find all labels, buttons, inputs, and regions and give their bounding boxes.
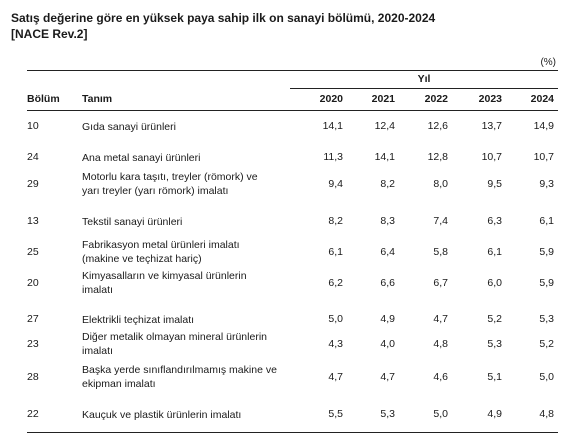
row-value-2021: 6,6 bbox=[380, 277, 395, 289]
row-value-2021: 8,3 bbox=[380, 215, 395, 227]
row-value-2020: 6,2 bbox=[328, 277, 343, 289]
row-description-line: Ana metal sanayi ürünleri bbox=[82, 152, 201, 164]
row-code: 20 bbox=[27, 277, 39, 289]
row-value-2024: 5,9 bbox=[539, 246, 554, 258]
table-title bbox=[11, 10, 435, 42]
row-value-2023: 10,7 bbox=[481, 151, 502, 163]
row-description-line: Tekstil sanayi ürünleri bbox=[82, 216, 183, 228]
row-code: 25 bbox=[27, 246, 39, 258]
row-value-2022: 5,0 bbox=[433, 408, 448, 420]
bottom-rule bbox=[27, 432, 558, 433]
row-code: 10 bbox=[27, 120, 39, 132]
row-value-2023: 5,3 bbox=[487, 338, 502, 350]
top-rule bbox=[27, 70, 558, 71]
column-header-year: 2024 bbox=[530, 93, 554, 105]
row-code: 27 bbox=[27, 313, 39, 325]
row-description-line: Elektrikli teçhizat imalatı bbox=[82, 314, 195, 326]
row-value-2022: 6,7 bbox=[433, 277, 448, 289]
row-value-2022: 12,8 bbox=[427, 151, 448, 163]
row-code: 13 bbox=[27, 215, 39, 227]
row-description-line: Başka yerde sınıflandırılmamış makine ve bbox=[82, 364, 277, 376]
year-group-header: Yıl bbox=[417, 73, 431, 85]
row-description-line: yarı treyler (yarı römork) imalatı bbox=[82, 185, 229, 197]
unit-label: (%) bbox=[540, 57, 556, 68]
row-value-2021: 4,7 bbox=[380, 371, 395, 383]
row-description bbox=[82, 363, 292, 391]
row-value-2020: 4,7 bbox=[328, 371, 343, 383]
row-description-line: ekipman imalatı bbox=[82, 378, 156, 390]
row-description-line: Kauçuk ve plastik ürünlerin imalatı bbox=[82, 409, 242, 421]
row-value-2023: 6,3 bbox=[487, 215, 502, 227]
row-code: 22 bbox=[27, 408, 39, 420]
row-description bbox=[82, 151, 292, 165]
row-value-2021: 4,0 bbox=[380, 338, 395, 350]
row-value-2024: 5,2 bbox=[539, 338, 554, 350]
row-value-2022: 4,8 bbox=[433, 338, 448, 350]
row-description bbox=[82, 215, 292, 229]
row-description bbox=[82, 120, 292, 134]
row-description-line: imalatı bbox=[82, 284, 113, 296]
column-header-year: 2021 bbox=[371, 93, 395, 105]
row-description-line: (makine ve teçhizat hariç) bbox=[82, 253, 202, 265]
row-code: 23 bbox=[27, 338, 39, 350]
row-value-2020: 5,0 bbox=[328, 313, 343, 325]
row-description-line: Fabrikasyon metal ürünleri imalatı bbox=[82, 239, 240, 251]
row-code: 28 bbox=[27, 371, 39, 383]
row-description-line: imalatı bbox=[82, 345, 113, 357]
row-value-2021: 6,4 bbox=[380, 246, 395, 258]
row-value-2023: 5,1 bbox=[487, 371, 502, 383]
row-description bbox=[82, 269, 292, 297]
year-rule bbox=[290, 88, 558, 89]
row-description-line: Diğer metalik olmayan mineral ürünlerin bbox=[82, 331, 267, 343]
row-value-2024: 9,3 bbox=[539, 178, 554, 190]
row-value-2024: 5,0 bbox=[539, 371, 554, 383]
row-value-2021: 12,4 bbox=[374, 120, 395, 132]
row-description bbox=[82, 313, 292, 327]
row-value-2022: 5,8 bbox=[433, 246, 448, 258]
row-description bbox=[82, 330, 292, 358]
row-value-2024: 4,8 bbox=[539, 408, 554, 420]
column-header-year: 2020 bbox=[319, 93, 343, 105]
row-value-2023: 5,2 bbox=[487, 313, 502, 325]
row-value-2021: 14,1 bbox=[374, 151, 395, 163]
column-header-desc: Tanım bbox=[82, 93, 113, 105]
row-description-line: Gıda sanayi ürünleri bbox=[82, 121, 176, 133]
header-rule bbox=[27, 110, 558, 111]
row-value-2023: 6,1 bbox=[487, 246, 502, 258]
row-value-2020: 4,3 bbox=[328, 338, 343, 350]
row-value-2020: 11,3 bbox=[323, 151, 343, 163]
row-description bbox=[82, 238, 292, 266]
row-value-2022: 12,6 bbox=[427, 120, 448, 132]
row-value-2021: 4,9 bbox=[380, 313, 395, 325]
row-description-line: Motorlu kara taşıtı, treyler (römork) ve bbox=[82, 171, 258, 183]
title-line-1: Satış değerine göre en yüksek paya sahip ilk on sanayi bölümü, 2020-2024 bbox=[11, 11, 436, 25]
row-value-2023: 9,5 bbox=[487, 178, 502, 190]
title-line-2: [NACE Rev.2] bbox=[11, 27, 88, 41]
row-value-2020: 8,2 bbox=[328, 215, 343, 227]
column-header-year: 2023 bbox=[478, 93, 502, 105]
row-value-2023: 6,0 bbox=[487, 277, 502, 289]
column-header-code: Bölüm bbox=[27, 93, 60, 105]
row-value-2021: 8,2 bbox=[380, 178, 395, 190]
row-value-2024: 10,7 bbox=[533, 151, 554, 163]
row-value-2024: 14,9 bbox=[533, 120, 554, 132]
row-description-line: Kimyasalların ve kimyasal ürünlerin bbox=[82, 270, 247, 282]
row-value-2023: 4,9 bbox=[487, 408, 502, 420]
row-value-2020: 5,5 bbox=[328, 408, 343, 420]
row-value-2020: 9,4 bbox=[328, 178, 343, 190]
row-value-2022: 4,7 bbox=[433, 313, 448, 325]
row-value-2022: 4,6 bbox=[433, 371, 448, 383]
row-value-2021: 5,3 bbox=[380, 408, 395, 420]
row-value-2022: 8,0 bbox=[433, 178, 448, 190]
row-code: 24 bbox=[27, 151, 39, 163]
row-value-2024: 6,1 bbox=[539, 215, 554, 227]
column-header-year: 2022 bbox=[424, 93, 448, 105]
row-value-2024: 5,3 bbox=[539, 313, 554, 325]
row-description bbox=[82, 170, 292, 198]
row-value-2024: 5,9 bbox=[539, 277, 554, 289]
row-value-2022: 7,4 bbox=[433, 215, 448, 227]
row-value-2023: 13,7 bbox=[481, 120, 502, 132]
row-value-2020: 14,1 bbox=[322, 120, 343, 132]
row-value-2020: 6,1 bbox=[328, 246, 343, 258]
row-code: 29 bbox=[27, 178, 39, 190]
row-description bbox=[82, 408, 292, 422]
